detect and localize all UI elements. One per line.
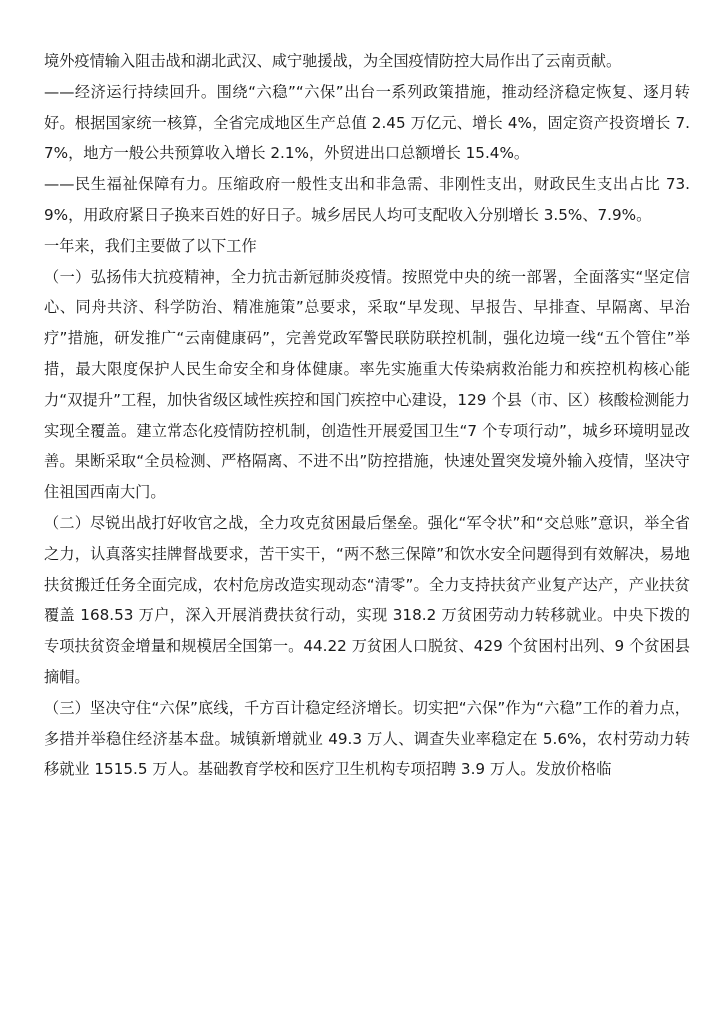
paragraph-continuation: 境外疫情输入阻击战和湖北武汉、咸宁驰援战，为全国疫情防控大局作出了云南贡献。 — [44, 52, 622, 70]
paragraph-intro: 一年来，我们主要做了以下工作 — [44, 236, 257, 255]
document-page — [44, 46, 690, 785]
paragraph-section-2: （二）尽锐出战打好收官之战，全力攻克贫困最后堡垒。强化“军令状”和“交总账”意识，举全省之力，认真落实挂牌督战要求，苦干实干，“两不愁三保障”和饮水安全问题得到有效解决，易地扶贫搬迁任务全面完成，农村危房改造实现动态“清零”。全力支持扶贫产业复产达产，产业扶贫覆盖 168.53 万户，深入开展消费扶贫行动，实现 318.2 万贫困劳动力转移就业。中央下拨的专项扶贫资金增量和规模居全国第一。44.22 万贫困人口脱贫、429 个贫困村出列、9 个贫困县摘帽。 — [44, 513, 690, 686]
paragraph-section-3: （三）坚决守住“六保”底线，千方百计稳定经济增长。切实把“六保”作为“六稳”工作的着力点，多措并举稳住经济基本盘。城镇新增就业 49.3 万人、调查失业率稳定在 5.6%，农村劳动力转移就业 1515.5 万人。基础教育学校和医疗卫生机构专项招聘 3.9 万人。发放价格临 — [44, 698, 690, 779]
paragraph-economy: ——经济运行持续回升。围绕“六稳”“六保”出台一系列政策措施，推动经济稳定恢复、逐月转好。根据国家统一核算，全省完成地区生产总值 2.45 万亿元、增长 4%，固定资产投资增长 7.7%，地方一般公共预算收入增长 2.1%，外贸进出口总额增长 15.4%。 — [44, 82, 690, 163]
paragraph-section-1: （一）弘扬伟大抗疫精神，全力抗击新冠肺炎疫情。按照党中央的统一部署，全面落实“坚定信心、同舟共济、科学防治、精准施策”总要求，采取“早发现、早报告、早排查、早隔离、早治疗”措施，研发推广“云南健康码”，完善党政军警民联防联控机制，强化边境一线“五个管住”举措，最大限度保护人民生命安全和身体健康。率先实施重大传染病救治能力和疾控机构核心能力“双提升”工程，加快省级区域性疾控和国门疾控中心建设，129 个县（市、区）核酸检测能力实现全覆盖。建立常态化疫情防控机制，创造性开展爱国卫生“7 个专项行动”，城乡环境明显改善。果断采取“全员检测、严格隔离、不进不出”防控措施，快速处置突发境外输入疫情，坚决守住祖国西南大门。 — [44, 267, 690, 502]
paragraph-livelihood: ——民生福祉保障有力。压缩政府一般性支出和非急需、非刚性支出，财政民生支出占比 73.9%，用政府紧日子换来百姓的好日子。城乡居民人均可支配收入分别增长 3.5%、7.9%。 — [44, 175, 690, 224]
